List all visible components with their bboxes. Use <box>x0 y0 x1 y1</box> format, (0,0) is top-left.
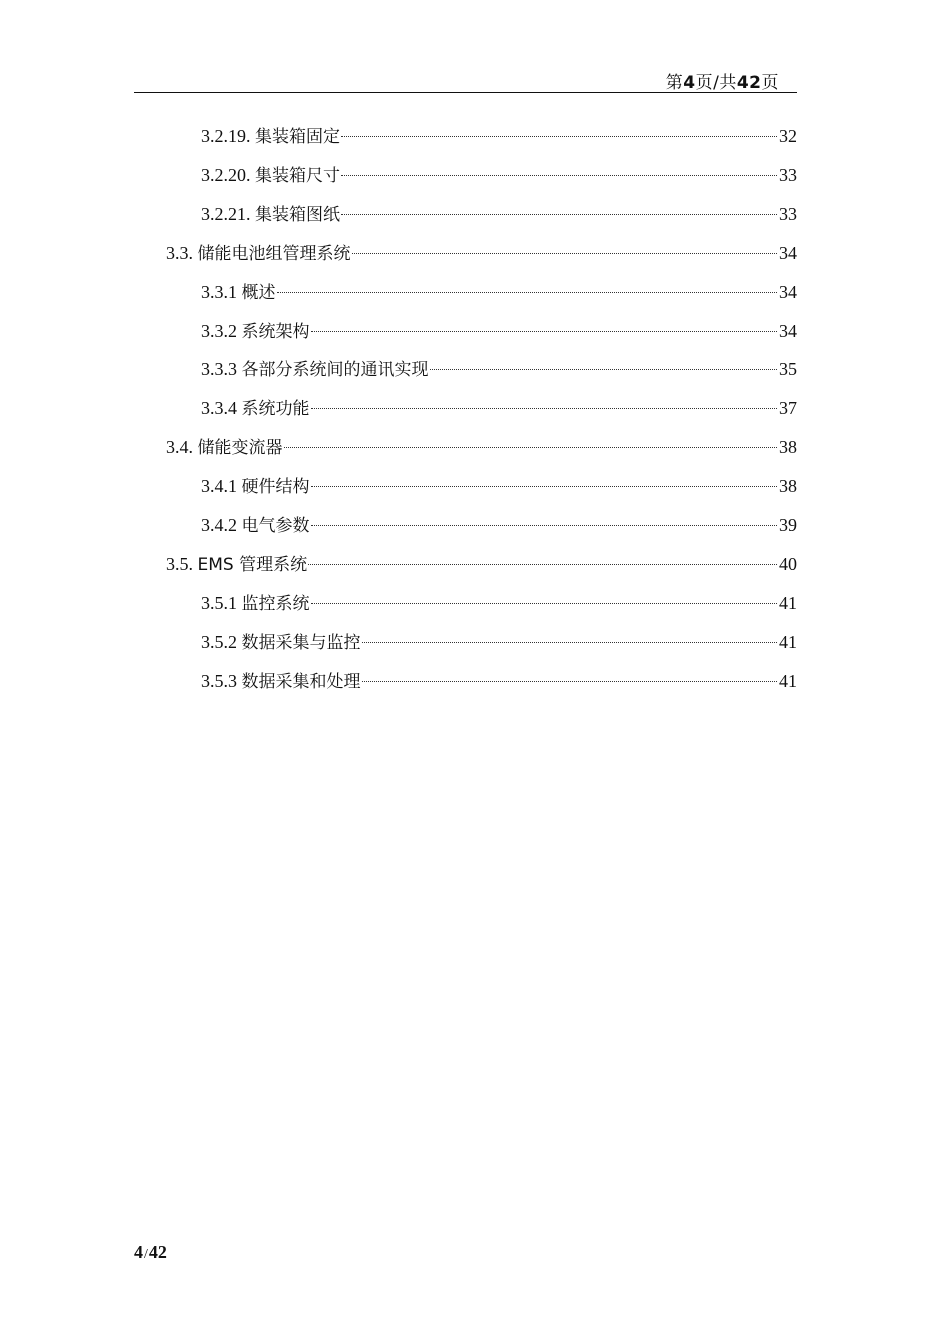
toc-entry-text: 系统架构 <box>241 321 310 342</box>
toc-dot-leader <box>308 564 777 565</box>
toc-entry-number: 3.5.1 <box>201 592 237 613</box>
toc-dot-leader <box>430 369 778 370</box>
toc-entry-text: 硬件结构 <box>241 477 310 498</box>
toc-entry-number: 3.4. <box>166 437 193 458</box>
toc-dot-leader <box>341 214 777 215</box>
toc-entry[interactable] <box>201 472 797 500</box>
toc-dot-leader <box>277 292 778 293</box>
header-suffix: 页 <box>761 73 779 93</box>
toc-entry-page-number: 38 <box>779 437 797 458</box>
page-footer <box>134 1242 167 1263</box>
header-current-page: 4 <box>683 73 696 93</box>
toc-entry-text: 数据采集和处理 <box>241 671 361 692</box>
toc-entry-number: 3.3.1 <box>201 281 237 302</box>
toc-entry-number: 3.2.20. <box>201 164 251 185</box>
toc-entry-page-number: 32 <box>779 126 797 146</box>
toc-entry-page-number: 34 <box>779 242 797 263</box>
toc-entry-number: 3.5.2 <box>201 631 237 652</box>
toc-dot-leader <box>311 525 778 526</box>
toc-entry-text: 电气参数 <box>241 516 310 536</box>
toc-entry[interactable] <box>201 278 797 306</box>
toc-entry-title <box>201 628 361 657</box>
header-total-pages: 42 <box>736 73 762 93</box>
footer-separator: / <box>144 1247 148 1262</box>
toc-entry[interactable] <box>201 394 797 422</box>
toc-dot-leader <box>362 681 778 682</box>
toc-entry[interactable] <box>201 200 797 228</box>
toc-entry-title <box>201 355 429 384</box>
toc-dot-leader <box>362 642 778 643</box>
toc-entry-page-number: 40 <box>779 553 797 574</box>
toc-entry-text: 集装箱尺寸 <box>255 165 340 186</box>
toc-entry[interactable] <box>201 628 797 656</box>
toc-entry[interactable] <box>201 589 797 617</box>
toc-entry-page-number: 37 <box>779 398 797 419</box>
toc-dot-leader <box>352 253 778 254</box>
toc-entry-page-number: 35 <box>779 359 797 380</box>
toc-entry-text: 概述 <box>241 282 276 303</box>
toc-entry-number: 3.4.2 <box>201 515 237 535</box>
toc-entry-title <box>201 394 310 423</box>
toc-entry-title <box>166 550 307 579</box>
toc-entry-text: 储能变流器 <box>197 438 283 459</box>
toc-entry-number: 3.3.4 <box>201 398 237 419</box>
toc-entry-page-number: 34 <box>779 320 797 341</box>
header-page-indicator <box>666 68 779 93</box>
toc-entry-text: 各部分系统间的通讯实现 <box>241 360 429 381</box>
toc-entry[interactable] <box>166 433 797 461</box>
toc-entry-title <box>166 433 283 462</box>
toc-dot-leader <box>341 175 777 176</box>
toc-entry-page-number: 38 <box>779 476 797 497</box>
toc-entry-number: 3.5.3 <box>201 670 237 691</box>
page-header <box>134 66 797 93</box>
toc-dot-leader <box>341 136 777 137</box>
toc-entry-title <box>201 161 340 190</box>
toc-entry-page-number: 34 <box>779 281 797 302</box>
toc-dot-leader <box>311 486 778 487</box>
toc-entry-page-number: 33 <box>779 164 797 185</box>
toc-entry-text: 监控系统 <box>241 593 310 614</box>
footer-current-page: 4 <box>134 1242 143 1262</box>
toc-entry-number: 3.3.3 <box>201 359 237 380</box>
toc-entry-title <box>201 278 276 307</box>
toc-entry-number: 3.3.2 <box>201 320 237 341</box>
toc-entry-number: 3.2.19. <box>201 126 251 146</box>
toc-entry-title <box>201 589 310 618</box>
header-middle: 页/共 <box>695 73 737 93</box>
toc-entry-text: 系统功能 <box>241 399 310 420</box>
toc-entry[interactable] <box>201 122 797 150</box>
toc-entry-title <box>201 200 340 229</box>
toc-entry-number: 3.3. <box>166 242 193 263</box>
toc-entry-text: 集装箱图纸 <box>255 204 340 225</box>
toc-entry-title <box>201 511 310 540</box>
toc-entry-page-number: 33 <box>779 203 797 224</box>
toc-entry-page-number: 39 <box>779 515 797 535</box>
toc-entry-page-number: 41 <box>779 631 797 652</box>
toc-dot-leader <box>311 603 778 604</box>
toc-entry-title <box>201 472 310 501</box>
toc-entry-title <box>166 239 351 268</box>
toc-dot-leader <box>311 408 778 409</box>
toc-entry[interactable] <box>166 239 797 267</box>
toc-entry-number: 3.5. <box>166 553 193 574</box>
toc-entry-text: 数据采集与监控 <box>241 632 361 653</box>
toc-entry-text: 储能电池组管理系统 <box>197 243 351 264</box>
toc-entry-number: 3.2.21. <box>201 203 251 224</box>
toc-entry-text: EMS 管理系统 <box>197 554 308 575</box>
toc-entry[interactable] <box>166 550 797 578</box>
toc-dot-leader <box>311 331 778 332</box>
header-prefix: 第 <box>665 73 684 93</box>
toc-entry-text: 集装箱固定 <box>255 127 340 147</box>
toc-entry[interactable] <box>201 511 797 539</box>
toc-dot-leader <box>284 447 778 448</box>
toc-entry-page-number: 41 <box>779 592 797 613</box>
toc-entry[interactable] <box>201 355 797 383</box>
toc-entry-page-number: 41 <box>779 670 797 691</box>
toc-entry-title <box>201 317 310 346</box>
toc-entry[interactable] <box>201 317 797 345</box>
footer-total-pages: 42 <box>148 1242 167 1262</box>
toc-entry-title <box>201 667 361 696</box>
toc-entry-number: 3.4.1 <box>201 476 237 497</box>
toc-entry-title <box>201 122 340 151</box>
toc-entry[interactable] <box>201 161 797 189</box>
toc-entry[interactable] <box>201 667 797 695</box>
